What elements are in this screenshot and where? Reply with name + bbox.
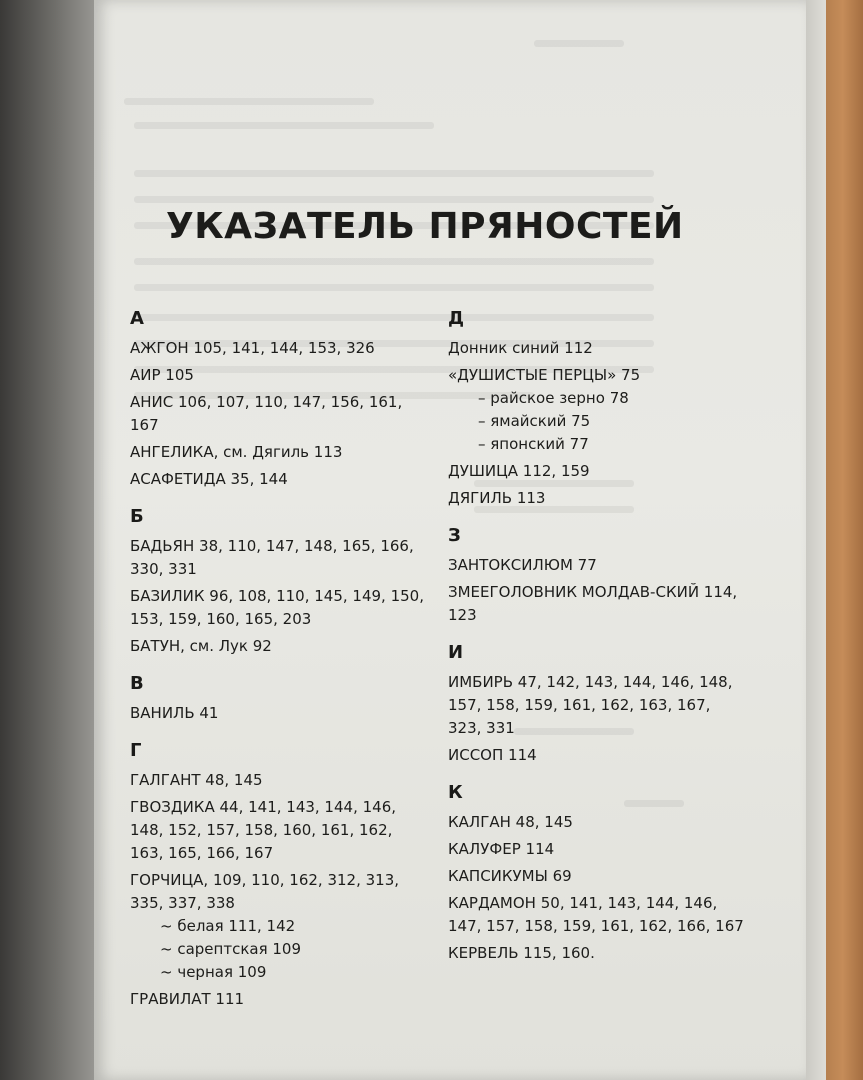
- index-entry: [448, 487, 748, 510]
- index-column-left: [130, 307, 430, 1025]
- index-subentry: ~ сарептская 109: [160, 940, 301, 958]
- index-entry-text: ВАНИЛЬ 41: [130, 704, 219, 722]
- index-entry: [130, 769, 430, 792]
- index-entry: [130, 988, 430, 1011]
- index-entry: [448, 364, 748, 456]
- index-entry-text: КАПСИКУМЫ 69: [448, 867, 572, 885]
- index-entry-text: БАТУН, см. Лук 92: [130, 637, 272, 655]
- index-column-right: [448, 307, 748, 979]
- index-entry: [448, 671, 748, 740]
- index-entry-text: КАЛГАН 48, 145: [448, 813, 573, 831]
- book-cover-edge: [826, 0, 863, 1080]
- index-entry-text: ИМБИРЬ 47, 142, 143, 144, 146, 148, 157, 158, 159, 161, 162, 163, 167, 323, 331: [448, 673, 733, 737]
- index-entry: [130, 391, 430, 437]
- page-stack-edge: [804, 0, 828, 1080]
- index-section: [448, 307, 748, 510]
- section-letter: А: [130, 308, 144, 329]
- page-title: УКАЗАТЕЛЬ ПРЯНОСТЕЙ: [166, 206, 684, 247]
- index-subentry: – японский 77: [478, 435, 589, 453]
- index-entry-text: ГАЛГАНТ 48, 145: [130, 771, 263, 789]
- section-letter: И: [448, 642, 464, 663]
- index-entry-text: КАРДАМОН 50, 141, 143, 144, 146, 147, 157, 158, 159, 161, 162, 166, 167: [448, 894, 744, 935]
- index-entry-text: БАЗИЛИК 96, 108, 110, 145, 149, 150, 153, 159, 160, 165, 203: [130, 587, 424, 628]
- index-entry: [130, 585, 430, 631]
- index-entry-text: ДУШИЦА 112, 159: [448, 462, 590, 480]
- index-entry: [130, 702, 430, 725]
- index-entry-text: ГВОЗДИКА 44, 141, 143, 144, 146, 148, 152, 157, 158, 160, 161, 162, 163, 165, 166, 167: [130, 798, 397, 862]
- index-entry: [130, 468, 430, 491]
- index-entry: [448, 892, 748, 938]
- index-entry-text: ЗМЕЕГОЛОВНИК МОЛДАВ-СКИЙ 114, 123: [448, 583, 738, 624]
- index-entry-text: ЗАНТОКСИЛЮМ 77: [448, 556, 597, 574]
- index-entry: [448, 744, 748, 767]
- index-entry-text: ГРАВИЛАТ 111: [130, 990, 245, 1008]
- index-entry: [448, 554, 748, 577]
- book-gutter-shadow: [0, 0, 100, 1080]
- index-subentry: – ямайский 75: [478, 412, 591, 430]
- index-section: [448, 524, 748, 627]
- index-entry: [448, 460, 748, 483]
- index-entry-text: ГОРЧИЦА, 109, 110, 162, 312, 313, 335, 337, 338: [130, 871, 400, 912]
- index-entry-text: КАЛУФЕР 114: [448, 840, 555, 858]
- index-entry: [448, 581, 748, 627]
- index-subentry: – райское зерно 78: [478, 389, 629, 407]
- index-entry-text: Донник синий 112: [448, 339, 593, 357]
- index-entry-text: АЖГОН 105, 141, 144, 153, 326: [130, 339, 375, 357]
- index-entry: [130, 869, 430, 984]
- index-entry: [130, 441, 430, 464]
- index-section: [130, 672, 430, 725]
- index-entry-text: ИССОП 114: [448, 746, 537, 764]
- index-entry: [448, 838, 748, 861]
- index-section: [448, 641, 748, 767]
- section-letter: К: [448, 782, 463, 803]
- index-entry: [130, 337, 430, 360]
- index-section: [130, 307, 430, 491]
- index-entry: [130, 635, 430, 658]
- index-section: [130, 505, 430, 658]
- section-letter: Г: [130, 740, 142, 761]
- section-letter: В: [130, 673, 144, 694]
- index-entry-text: АСАФЕТИДА 35, 144: [130, 470, 288, 488]
- index-entry-text: АИР 105: [130, 366, 194, 384]
- index-section: [448, 781, 748, 965]
- index-entry: [448, 865, 748, 888]
- index-section: [130, 739, 430, 1011]
- index-entry: [130, 535, 430, 581]
- index-subentry: ~ черная 109: [160, 963, 267, 981]
- index-entry-text: КЕРВЕЛЬ 115, 160.: [448, 944, 595, 962]
- section-letter: Б: [130, 506, 144, 527]
- index-entry-text: АНГЕЛИКА, см. Дягиль 113: [130, 443, 343, 461]
- index-entry-text: ДЯГИЛЬ 113: [448, 489, 546, 507]
- section-letter: З: [448, 525, 461, 546]
- index-entry-text: «ДУШИСТЫЕ ПЕРЦЫ» 75: [448, 366, 641, 384]
- index-entry: [448, 942, 748, 965]
- index-entry: [130, 364, 430, 387]
- index-entry: [130, 796, 430, 865]
- index-entry-text: БАДЬЯН 38, 110, 147, 148, 165, 166, 330, 331: [130, 537, 414, 578]
- section-letter: Д: [448, 308, 465, 329]
- index-entry: [448, 811, 748, 834]
- index-entry: [448, 337, 748, 360]
- index-entry-text: АНИС 106, 107, 110, 147, 156, 161, 167: [130, 393, 403, 434]
- index-subentry: ~ белая 111, 142: [160, 917, 296, 935]
